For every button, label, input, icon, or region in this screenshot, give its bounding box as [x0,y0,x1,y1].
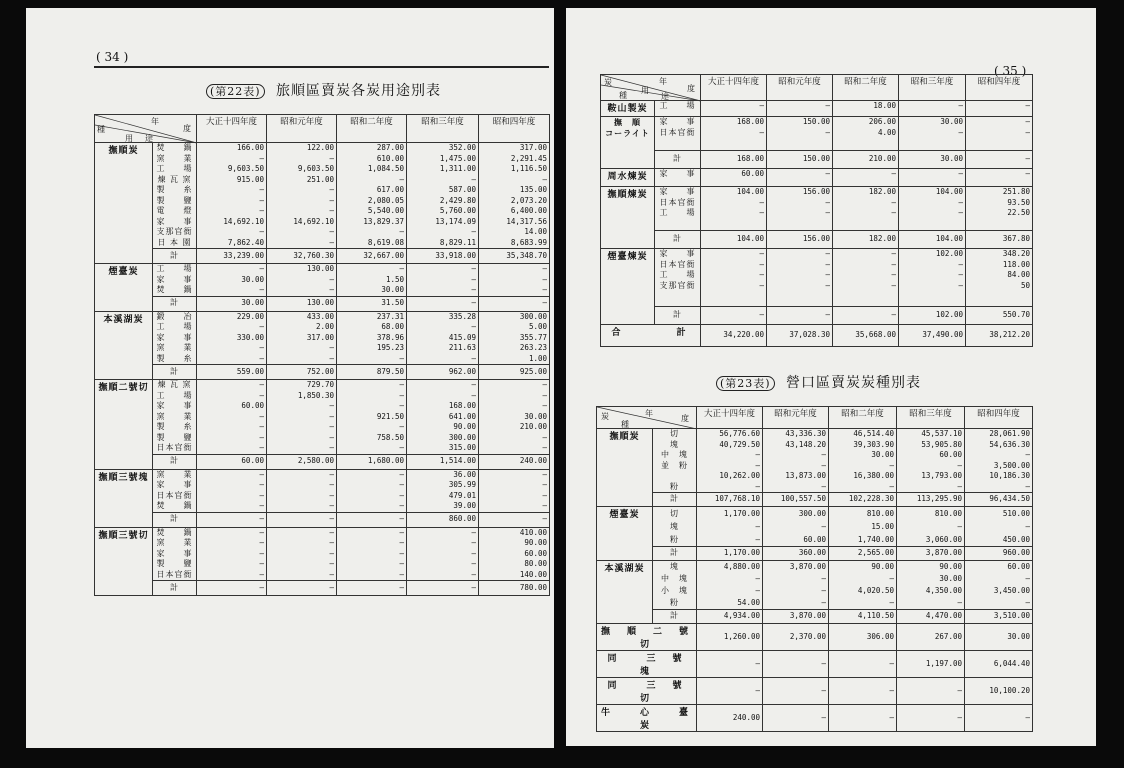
group-label: 周水煉炭 [601,169,655,187]
year-header: 大正十四年度 [197,115,267,143]
total-row [95,512,550,527]
total-label: 計 [655,307,701,325]
corner-fiscal: 度 [681,414,689,423]
single-row-value: 10,100.20 [965,678,1033,705]
total-value: — [337,581,407,596]
total-value: 4,934.00 [697,610,763,624]
total-label: 計 [153,365,197,380]
total-row [95,249,550,264]
table-22 [94,114,550,596]
group-label: 煙臺煉炭 [601,249,655,325]
total-value: 962.00 [407,365,479,380]
values: — — — — [337,469,407,512]
group-row-fushun-briquette [601,187,1033,231]
values: — 1.50 30.00 [337,264,407,297]
values: 352.00 1,475.00 1,311.00 — 587.00 2,429.80 5,760.00 13,174.09 — 8,829.11 [407,143,479,249]
total-value: — [407,296,479,311]
values: — — — [407,264,479,297]
total-value: 879.50 [337,365,407,380]
table-23 [596,406,1033,732]
header-row [597,407,1033,429]
values: — [966,101,1033,117]
values: 43,336.30 43,148.20 — — 13,873.00 — [763,429,829,493]
single-row-label: 同 三 號 切 [597,678,697,705]
values: 18.00 [833,101,899,117]
use-labels: 焚 鍋 窯 業 家 事 製 鹽 日本官衙 [153,527,197,581]
values: — — — — — [267,527,337,581]
total-value: 102.00 [899,307,966,325]
single-row-value: 30.00 [965,624,1033,651]
kind-labels: 塊 中 塊 小 塊 粉 [653,561,697,610]
group-row-benxihu [95,311,550,365]
corner-fiscal: 度 [183,124,191,133]
total-row [597,547,1033,561]
values: 348.20 118.00 84.00 50 [966,249,1033,307]
group-row-yentai [95,264,550,297]
single-row-value: 267.00 [897,624,965,651]
group-row-zhoushui [601,169,1033,187]
total-value: — [407,581,479,596]
corner-coal: 炭 [604,78,612,87]
values: 810.00 — 3,060.00 [897,507,965,547]
total-value: 35,348.70 [479,249,550,264]
values: — — — — [767,249,833,307]
corner-use: 用 [641,86,649,95]
single-row-value: — [829,651,897,678]
single-row-value: — [965,705,1033,732]
total-row [601,307,1033,325]
total-value: 860.00 [407,512,479,527]
values: 46,514.40 39,303.90 30.00 — 16,380.00 — [829,429,897,493]
group-row-fushun-no3-cut [95,527,550,581]
total-value: 2,565.00 [829,547,897,561]
values: 102.00 — — — [899,249,966,307]
group-row-anshan [601,101,1033,117]
values: 810.00 15.00 1,740.00 [829,507,897,547]
total-value: 3,870.00 [897,547,965,561]
total-value: 1,170.00 [697,547,763,561]
values: — [899,101,966,117]
values: 28,061.90 54,636.30 — 3,500.00 10,186.30 — [965,429,1033,493]
group-label: 撫順炭 [95,143,153,264]
use-labels: 工 場 [655,101,701,117]
group-label: 煙臺炭 [597,507,653,561]
values: — — — 921.50 — 758.50 — [337,380,407,455]
values: 206.00 4.00 [833,117,899,151]
values: 104.00 — — [899,187,966,231]
single-row [597,651,1033,678]
group-label: 煙臺炭 [95,264,153,312]
page-number-left: ( 34 ) [96,50,129,64]
table-title-22 [206,80,441,100]
total-label: 計 [153,296,197,311]
values: 45,537.10 53,905.80 60.00 — 13,793.00 — [897,429,965,493]
year-header: 昭和元年度 [767,75,833,101]
single-row-value: — [829,678,897,705]
group-label: 本溪湖炭 [95,311,153,380]
year-header: 昭和三年度 [899,75,966,101]
total-value: 3,510.00 [965,610,1033,624]
total-label: 計 [153,512,197,527]
values: 510.00 — 450.00 [965,507,1033,547]
corner-coal: 炭 [601,412,609,421]
group-label: 撫順三號塊 [95,469,153,527]
total-label: 計 [655,151,701,169]
total-row [95,454,550,469]
single-row-value: — [763,651,829,678]
single-row [597,624,1033,651]
total-value: — [966,151,1033,169]
total-row [95,296,550,311]
total-value: 30.00 [197,296,267,311]
values: — — — — [197,469,267,512]
year-header: 昭和三年度 [407,115,479,143]
kind-labels: 切 塊 粉 [653,507,697,547]
single-row-label: 撫 順 二 號 切 [597,624,697,651]
total-value: 33,239.00 [197,249,267,264]
single-row-value: 1,260.00 [697,624,763,651]
values: 130.00 — — [267,264,337,297]
values: 36.00 305.99 479.01 39.00 [407,469,479,512]
values: 729.70 1,850.30 — — — — — [267,380,337,455]
year-header: 大正十四年度 [701,75,767,101]
grand-total-value: 38,212.20 [966,325,1033,347]
total-value: 240.00 [479,454,550,469]
total-value: 182.00 [833,231,899,249]
total-value: — [701,307,767,325]
values: 90.00 30.00 4,350.00 — [897,561,965,610]
use-labels: 家 事 日本官衙 工 場 支那官衙 [655,249,701,307]
values: — — — — — [197,527,267,581]
group-row-benxihu [597,561,1033,610]
group-row-yentai-briquette [601,249,1033,307]
values: — [966,169,1033,187]
single-row-value: — [897,678,965,705]
header-row [601,75,1033,101]
total-label: 計 [653,610,697,624]
total-value: 96,434.50 [965,493,1033,507]
group-row-coalite [601,117,1033,151]
total-value: — [267,581,337,596]
corner-use: 用 [125,134,133,143]
values: 300.00 5.00 355.77 263.23 1.00 [479,311,550,365]
total-value: 104.00 [701,231,767,249]
use-labels: 工 場 家 事 焚 鍋 [153,264,197,297]
group-label: 撫順炭 [597,429,653,507]
year-header: 昭和四年度 [479,115,550,143]
total-value: 100,557.50 [763,493,829,507]
values: — [899,169,966,187]
values: — — — — [833,249,899,307]
values: — [767,101,833,117]
group-label: 撫順三號切 [95,527,153,596]
values: 60.00 [701,169,767,187]
table-title-23 [716,372,921,392]
year-header: 昭和四年度 [965,407,1033,429]
values: 90.00 — 4,020.50 — [829,561,897,610]
year-header: 昭和二年度 [829,407,897,429]
use-labels: 鍛 冶 工 場 家 事 窯 業 製 糸 [153,311,197,365]
page-number-right: ( 35 ) [994,64,1027,78]
corner-year: 年 [151,117,159,126]
total-value: — [833,307,899,325]
total-row [95,365,550,380]
total-value: 960.00 [965,547,1033,561]
values: 3,870.00 — — — [763,561,829,610]
single-row-value: 306.00 [829,624,897,651]
values: — — — — [267,469,337,512]
corner-purpose: 途 [661,92,669,101]
total-value: 60.00 [197,454,267,469]
single-row-value: — [697,651,763,678]
values: 335.28 — 415.09 211.63 — [407,311,479,365]
total-value: — [337,512,407,527]
values: — — — 30.00 210.00 — — [479,380,550,455]
total-row [95,581,550,596]
values: 56,776.60 40,729.50 — — 10,262.00 — [697,429,763,493]
table-number-22: (第22表) [206,84,265,99]
total-value: — [479,512,550,527]
values: — 30.00 — [197,264,267,297]
header-corner [597,407,697,429]
single-row-label: 同 三 號 塊 [597,651,697,678]
group-row-fushun [597,429,1033,493]
total-row [597,610,1033,624]
total-label: 計 [153,249,197,264]
values: 410.00 90.00 60.00 80.00 140.00 [479,527,550,581]
total-value: — [479,296,550,311]
grand-total-label: 合 計 [601,325,701,347]
values: 168.00 — [701,117,767,151]
table-title-23-text: 營口區賣炭炭種別表 [786,375,922,391]
values: 150.00 — [767,117,833,151]
total-value: 156.00 [767,231,833,249]
use-labels: 家 事 日本官衙 [655,117,701,151]
values: 433.00 2.00 317.00 — — [267,311,337,365]
values: — — — — — [407,527,479,581]
use-labels: 家 事 日本官衙 工 場 [655,187,701,231]
single-row-value: 2,370.00 [763,624,829,651]
values: 300.00 — 60.00 [763,507,829,547]
single-row-label: 牛 心 臺 炭 [597,705,697,732]
total-value: 4,110.50 [829,610,897,624]
values: — [701,101,767,117]
values: — — — [479,264,550,297]
total-value: 32,760.30 [267,249,337,264]
total-value: — [267,512,337,527]
total-label: 計 [653,493,697,507]
corner-year: 年 [645,409,653,418]
values: — — 60.00 — — — — [197,380,267,455]
values: 182.00 — — [833,187,899,231]
values: 229.00 — 330.00 — — [197,311,267,365]
total-value: 3,870.00 [763,610,829,624]
total-value: 33,918.00 [407,249,479,264]
total-value: 168.00 [701,151,767,169]
use-labels: 焚 鍋 窯 業 工 場 煉 瓦 窯 製 糸 製 鹽 電 燈 家 事 支那官衙 日 本 園 [153,143,197,249]
top-rule-left [94,66,549,68]
total-value: 780.00 [479,581,550,596]
single-row [597,705,1033,732]
table-22-continued [600,74,1033,347]
single-row [597,678,1033,705]
total-value: 104.00 [899,231,966,249]
values: 60.00 — 3,450.00 — [965,561,1033,610]
left-page [26,8,554,748]
total-label: 計 [655,231,701,249]
group-label: 撫順煉炭 [601,187,655,249]
total-value: — [197,512,267,527]
total-row [597,493,1033,507]
group-label: 撫 順 コーライト [601,117,655,169]
values: 104.00 — — [701,187,767,231]
total-value: 4,470.00 [897,610,965,624]
values: 156.00 — — [767,187,833,231]
total-value: 752.00 [267,365,337,380]
year-header: 昭和二年度 [337,115,407,143]
year-header: 昭和元年度 [763,407,829,429]
group-row-fushun-no2-cut [95,380,550,455]
single-row-value: 6,044.40 [965,651,1033,678]
total-value: 559.00 [197,365,267,380]
values: — — — — [701,249,767,307]
header-corner [95,115,197,143]
total-value: — [197,581,267,596]
year-header: 昭和三年度 [897,407,965,429]
right-page [566,8,1096,746]
grand-total-value: 34,220.00 [701,325,767,347]
use-labels: 家 事 [655,169,701,187]
year-header: 昭和元年度 [267,115,337,143]
total-value: 925.00 [479,365,550,380]
total-value: 150.00 [767,151,833,169]
values: 30.00 — [899,117,966,151]
total-label: 計 [153,581,197,596]
single-row-value: 1,197.00 [897,651,965,678]
total-value: 367.80 [966,231,1033,249]
corner-fiscal: 度 [687,84,695,93]
group-label: 本溪湖炭 [597,561,653,624]
header-corner [601,75,701,101]
total-value: 2,580.00 [267,454,337,469]
table-number-23: (第23表) [716,376,775,391]
values: — [833,169,899,187]
total-value: 102,228.30 [829,493,897,507]
single-row-value: — [763,678,829,705]
grand-total-row [601,325,1033,347]
total-label: 計 [653,547,697,561]
grand-total-value: 37,028.30 [767,325,833,347]
corner-year: 年 [659,77,667,86]
total-label: 計 [153,454,197,469]
single-row-value: — [829,705,897,732]
table-title-22-text: 旅順區賣炭各炭用途別表 [276,83,442,99]
total-value: 550.70 [966,307,1033,325]
single-row-value: — [897,705,965,732]
corner-kind: 種 [621,420,629,429]
year-header: 昭和二年度 [833,75,899,101]
values: 166.00 — 9,603.50 915.00 — — — 14,692.10 — 7,862.40 [197,143,267,249]
use-labels: 煉 瓦 窯 工 場 家 事 窯 業 製 糸 製 鹽 日本官衙 [153,380,197,455]
values: — — [966,117,1033,151]
total-value: 1,514.00 [407,454,479,469]
group-row-yentai [597,507,1033,547]
corner-kind-left: 種 [97,125,105,134]
values: 287.00 610.00 1,084.50 — 617.00 2,080.05 5,540.00 13,829.37 — 8,619.08 [337,143,407,249]
single-row-value: 240.00 [697,705,763,732]
corner-kind: 種 [619,91,627,100]
values: — — — — [479,469,550,512]
total-value: — [767,307,833,325]
grand-total-value: 35,668.00 [833,325,899,347]
values: 1,170.00 — — [697,507,763,547]
values: 237.31 68.00 378.96 195.23 — [337,311,407,365]
header-row [95,115,550,143]
year-header: 昭和四年度 [966,75,1033,101]
total-value: 32,667.00 [337,249,407,264]
corner-purpose: 途 [145,134,153,143]
group-label: 撫順二號切 [95,380,153,470]
values: 4,880.00 — — 54.00 [697,561,763,610]
total-value: 107,768.10 [697,493,763,507]
kind-labels: 切 塊 中 塊 並 粉 粉 [653,429,697,493]
year-header: 大正十四年度 [697,407,763,429]
values: 251.80 93.50 22.50 [966,187,1033,231]
total-value: 113,295.90 [897,493,965,507]
total-row [601,151,1033,169]
total-value: 360.00 [763,547,829,561]
single-row-value: — [697,678,763,705]
grand-total-value: 37,490.00 [899,325,966,347]
values: 317.00 2,291.45 1,116.50 — 135.00 2,073.20 6,400.00 14,317.56 14.00 8,683.99 [479,143,550,249]
total-value: 1,680.00 [337,454,407,469]
group-row-fushun [95,143,550,249]
total-value: 210.00 [833,151,899,169]
single-row-value: — [763,705,829,732]
group-label: 鞍山製炭 [601,101,655,117]
values: — [767,169,833,187]
values: 122.00 — 9,603.50 251.00 — — — 14,692.10 — — [267,143,337,249]
use-labels: 窯 業 家 事 日本官衙 焚 鍋 [153,469,197,512]
values: — — 168.00 641.00 90.00 300.00 315.00 [407,380,479,455]
total-value: 130.00 [267,296,337,311]
total-value: 31.50 [337,296,407,311]
values: — — — — — [337,527,407,581]
total-row [601,231,1033,249]
group-row-fushun-no3-lump [95,469,550,512]
total-value: 30.00 [899,151,966,169]
